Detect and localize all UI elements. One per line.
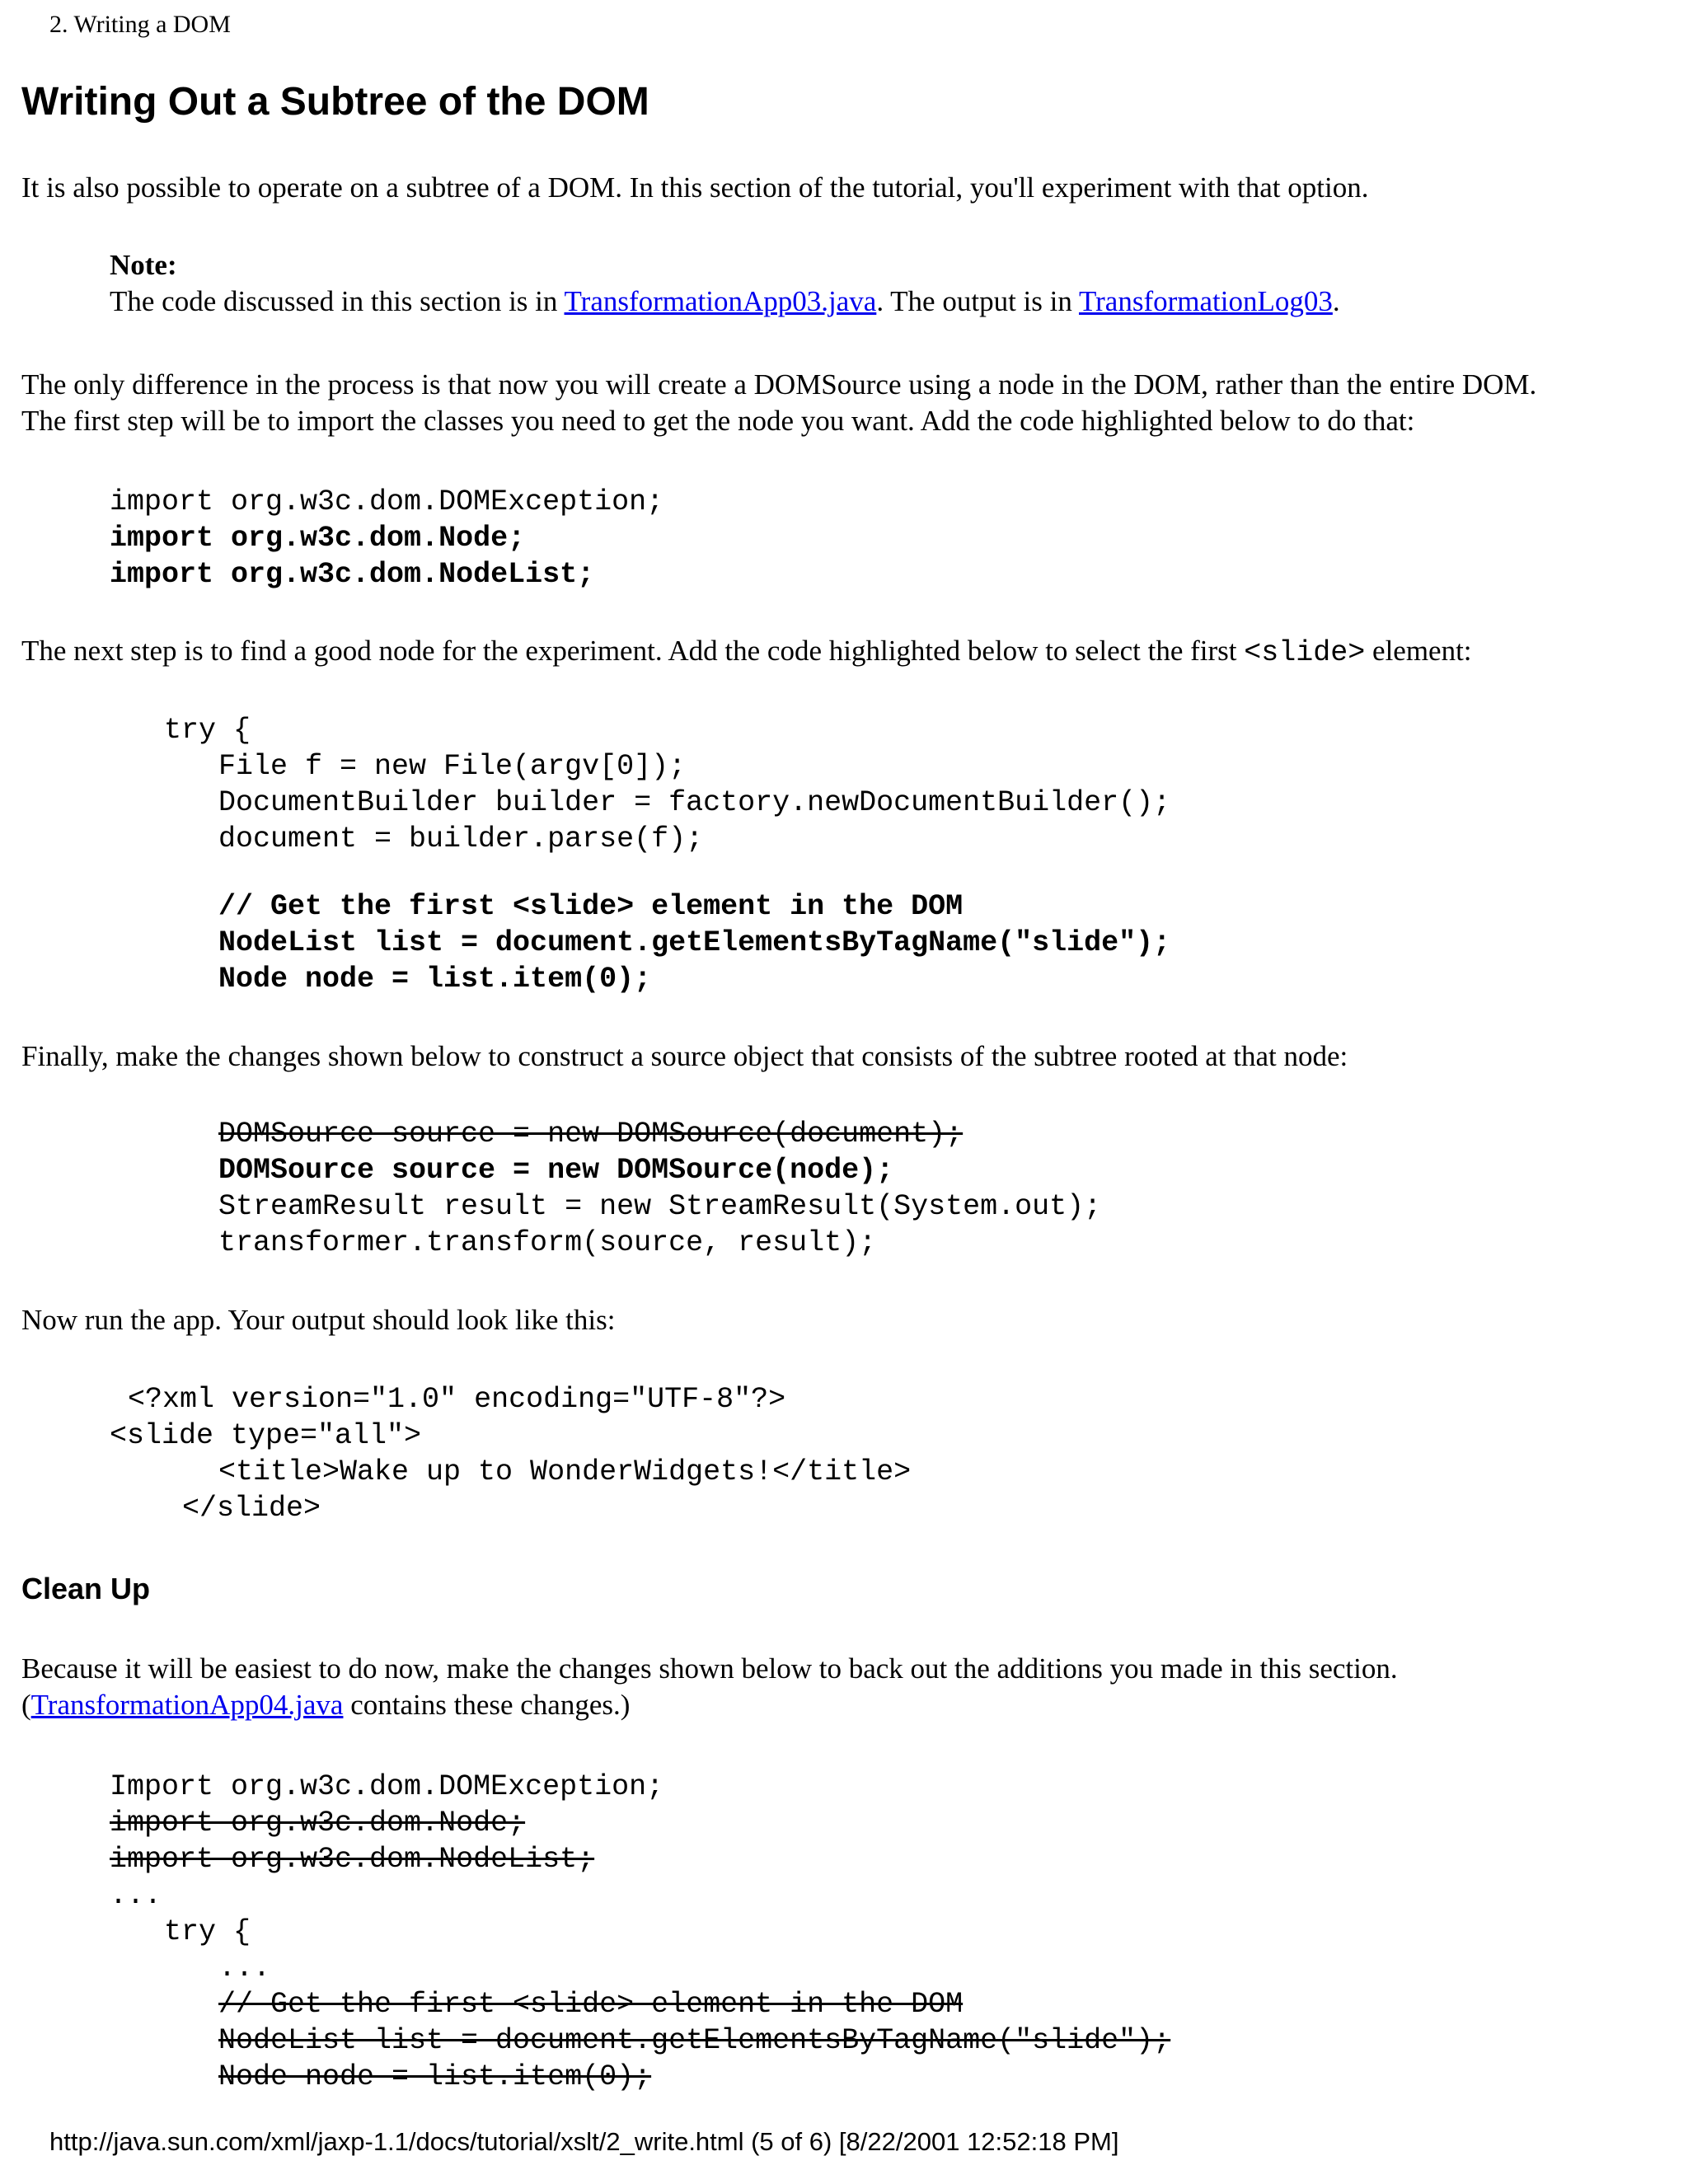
code5-line: import org.w3c.dom.Node; [110,1807,526,1840]
code2-line: NodeList list = document.getElementsByTagName("slide"); [218,926,1171,959]
output-line: </slide> [182,1492,321,1525]
code5-line: ... [218,1952,271,1985]
code2-line: DocumentBuilder builder = factory.newDocumentBuilder(); [218,786,1171,819]
code5-line: import org.w3c.dom.NodeList; [110,1843,595,1876]
code5-line: Import org.w3c.dom.DOMException; [110,1770,664,1803]
link-transformation-app04[interactable]: TransformationApp04.java [30,1689,344,1721]
code5-line: // Get the first <slide> element in the DOM [218,1988,964,2021]
para2-line1: The only difference in the process is that now you will create a DOMSource using a node in the DOM, rather than the entire DOM. [21,368,1537,401]
output-line: <slide type="all"> [110,1419,422,1452]
para3-text: The next step is to find a good node for the experiment. Add the code highlighted below to select the first [21,635,1245,667]
link-transformation-app03[interactable]: TransformationApp03.java [564,285,877,317]
footer-url: http://java.sun.com/xml/jaxp-1.1/docs/tutorial/xslt/2_write.html (5 of 6) [8/22/2001 12:52:18 PM] [49,2127,1119,2156]
cleanup-line1: Because it will be easiest to do now, make the changes shown below to back out the additions you made in this section. [21,1652,1398,1685]
link-transformation-log03[interactable]: TransformationLog03 [1078,285,1333,317]
output-line: <?xml version="1.0" encoding="UTF-8"?> [128,1383,786,1416]
code5-line: try { [164,1915,251,1948]
para5: Now run the app. Your output should look like this: [21,1304,616,1336]
note-prefix: The code discussed in this section is in [110,285,565,317]
code5-line: NodeList list = document.getElementsByTagName("slide"); [218,2024,1171,2057]
output-line: <title>Wake up to WonderWidgets!</title> [218,1455,912,1488]
code1-line: import org.w3c.dom.Node; [110,522,526,555]
cleanup-heading: Clean Up [21,1572,151,1605]
code2-line: // Get the first <slide> element in the DOM [218,890,964,923]
code1-line: import org.w3c.dom.NodeList; [110,558,595,591]
code2-line: document = builder.parse(f); [218,823,704,855]
para2-line2: The first step will be to import the classes you need to get the node you want. Add the code highlighted below to do that: [21,405,1415,437]
note-suffix: . [1332,285,1340,317]
note-text [110,284,1340,320]
code5-line: Node node = list.item(0); [218,2060,652,2093]
code3-line: StreamResult result = new StreamResult(System.out); [218,1190,1102,1223]
para4: Finally, make the changes shown below to construct a source object that consists of the subtree rooted at that node: [21,1040,1348,1072]
para3-inline-code: <slide> [1244,636,1366,669]
para3-suffix: element: [1365,635,1472,667]
cleanup-open-paren: ( [21,1689,31,1721]
cleanup-rest: contains these changes.) [343,1689,631,1721]
intro-paragraph: It is also possible to operate on a subtree of a DOM. In this section of the tutorial, you'll experiment with that option. [21,171,1369,204]
page-title: Writing Out a Subtree of the DOM [21,80,649,124]
note-middle: . The output is in [876,285,1079,317]
code2-line: File f = new File(argv[0]); [218,750,687,783]
code2-line: try { [164,714,251,747]
breadcrumb: 2. Writing a DOM [49,11,231,38]
code3-line: transformer.transform(source, result); [218,1226,877,1259]
para3 [21,633,1472,671]
code2-line: Node node = list.item(0); [218,963,652,996]
note-label: Note: [110,249,177,281]
code1-line: import org.w3c.dom.DOMException; [110,485,664,518]
code3-line: DOMSource source = new DOMSource(node); [218,1154,894,1187]
code5-line: ... [110,1879,162,1912]
cleanup-line2 [21,1687,630,1723]
code3-line: DOMSource source = new DOMSource(document); [218,1118,964,1151]
